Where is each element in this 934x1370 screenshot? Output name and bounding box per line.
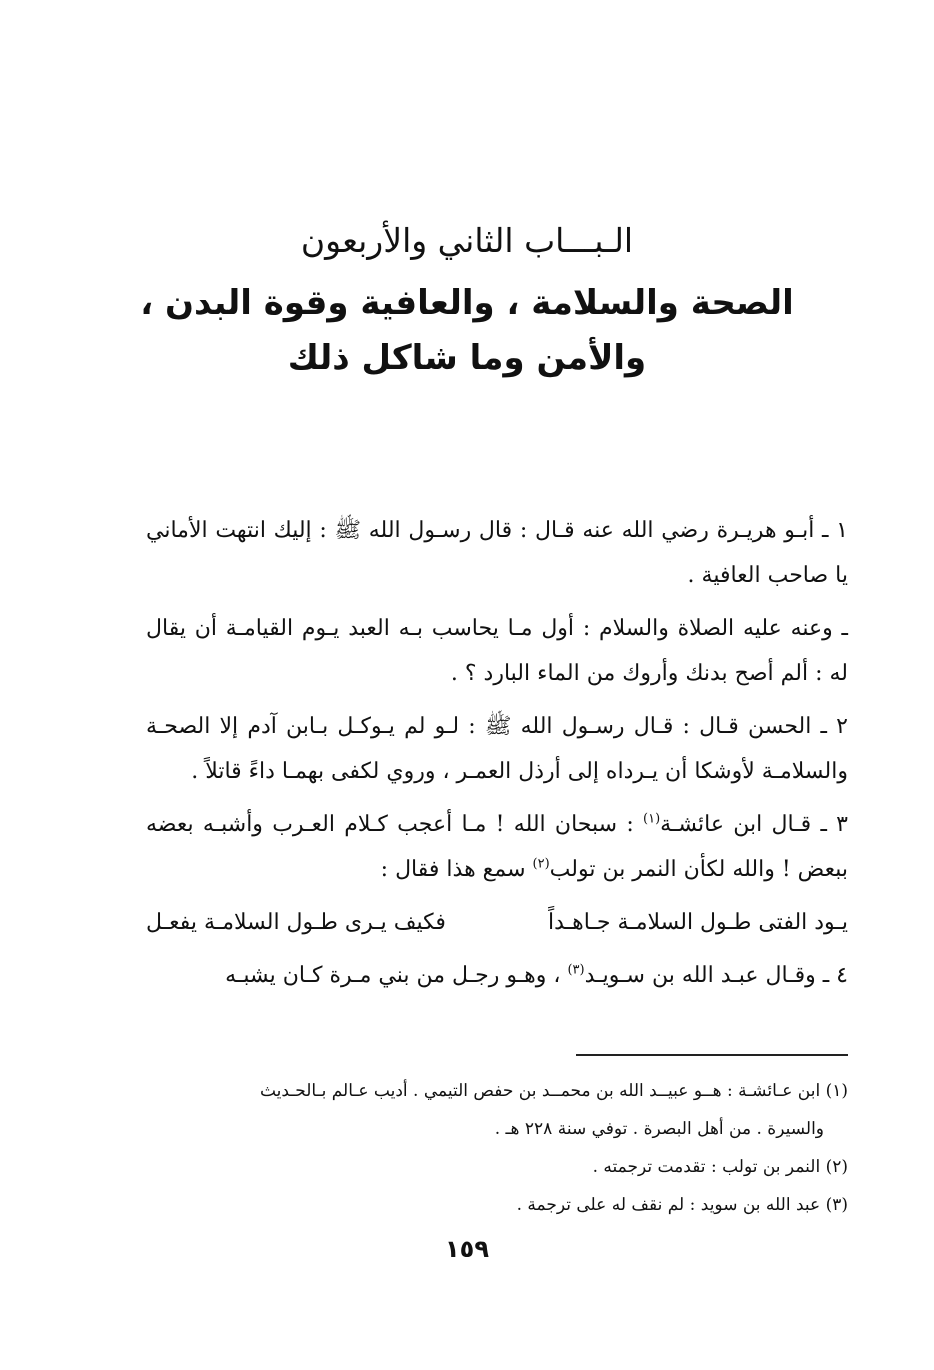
paragraph-4-part-a: ٣ ـ قـال ابن عائشـة <box>660 812 848 837</box>
footnote-ref-2: (٢) <box>532 856 550 872</box>
verse-second-hemistich: فكيف يـرى طـول السلامـة يفعـل <box>146 910 446 935</box>
chapter-title-line-2: والأمن وما شاكل ذلك <box>287 338 647 378</box>
paragraph-5 <box>146 953 848 998</box>
paragraph-5-part-a: ٤ ـ وقـال عبـد الله بن سـويـد <box>584 963 848 988</box>
page-number: ١٥٩ <box>445 1235 489 1263</box>
footnote-2: (٢) النمر بن تولب : تقدمت ترجمته . <box>592 1157 848 1177</box>
paragraph-4-part-c: سمع هذا فقال : <box>380 857 533 882</box>
paragraph-4 <box>146 802 848 892</box>
chapter-label: الـبـــاب الثاني والأربعون <box>300 221 634 260</box>
paragraph-3: ٢ ـ الحسن قـال : قـال رسـول الله ﷺ : لـو لم يـوكـل بـابن آدم إلا الصحـة والسلامـة لأوشكا أن يـرداه إلى أرذل العمـر ، وروي لكفى بهمـا داءً قاتلاً . <box>146 714 848 784</box>
footnote-ref-3: (٣) <box>567 962 585 978</box>
footnote-ref-1: (١) <box>643 811 661 827</box>
verse-first-hemistich: يـود الفتى طـول السلامـة جـاهـداً <box>548 910 848 935</box>
footnotes <box>146 1072 848 1224</box>
paragraph-5-part-b: ، وهـو رجـل من بني مـرة كـان يشبـه <box>225 963 568 988</box>
footnote-1-continued: والسيرة . من أهل البصرة . توفي سنة ٢٢٨ هـ . <box>494 1119 824 1139</box>
chapter-title <box>0 276 934 386</box>
poetry-verse <box>146 900 848 945</box>
paragraph-2: ـ وعنه عليه الصلاة والسلام : أول مـا يحاسب بـه العبد يـوم القيامـة أن يقال له : ألم أصح بدنك وأروك من الماء البارد ؟ . <box>146 616 848 686</box>
paragraph-4-part-b: : سبحان الله ! مـا أعجب كـلام العـرب وأشبـه بعضه ببعض ! والله لكأن النمر بن تولب <box>146 812 848 882</box>
footnote-3: (٣) عبد الله بن سويد : لم نقف له على ترجمة . <box>516 1195 848 1215</box>
body-text <box>146 508 848 1006</box>
chapter-title-line-1: الصحة والسلامة ، والعافية وقوة البدن ، <box>140 283 794 323</box>
paragraph-1: ١ ـ أبـو هريـرة رضي الله عنه قـال : قال رسـول الله ﷺ : إليك انتهت الأماني يا صاحب العافية . <box>146 518 848 588</box>
footnote-1: (١) ابن عـائشـة : هــو عبيــد الله بن محمــد بن حفص التيمي . أديب عـالم بـالحـديث <box>259 1081 848 1101</box>
footnote-separator <box>576 1054 848 1056</box>
